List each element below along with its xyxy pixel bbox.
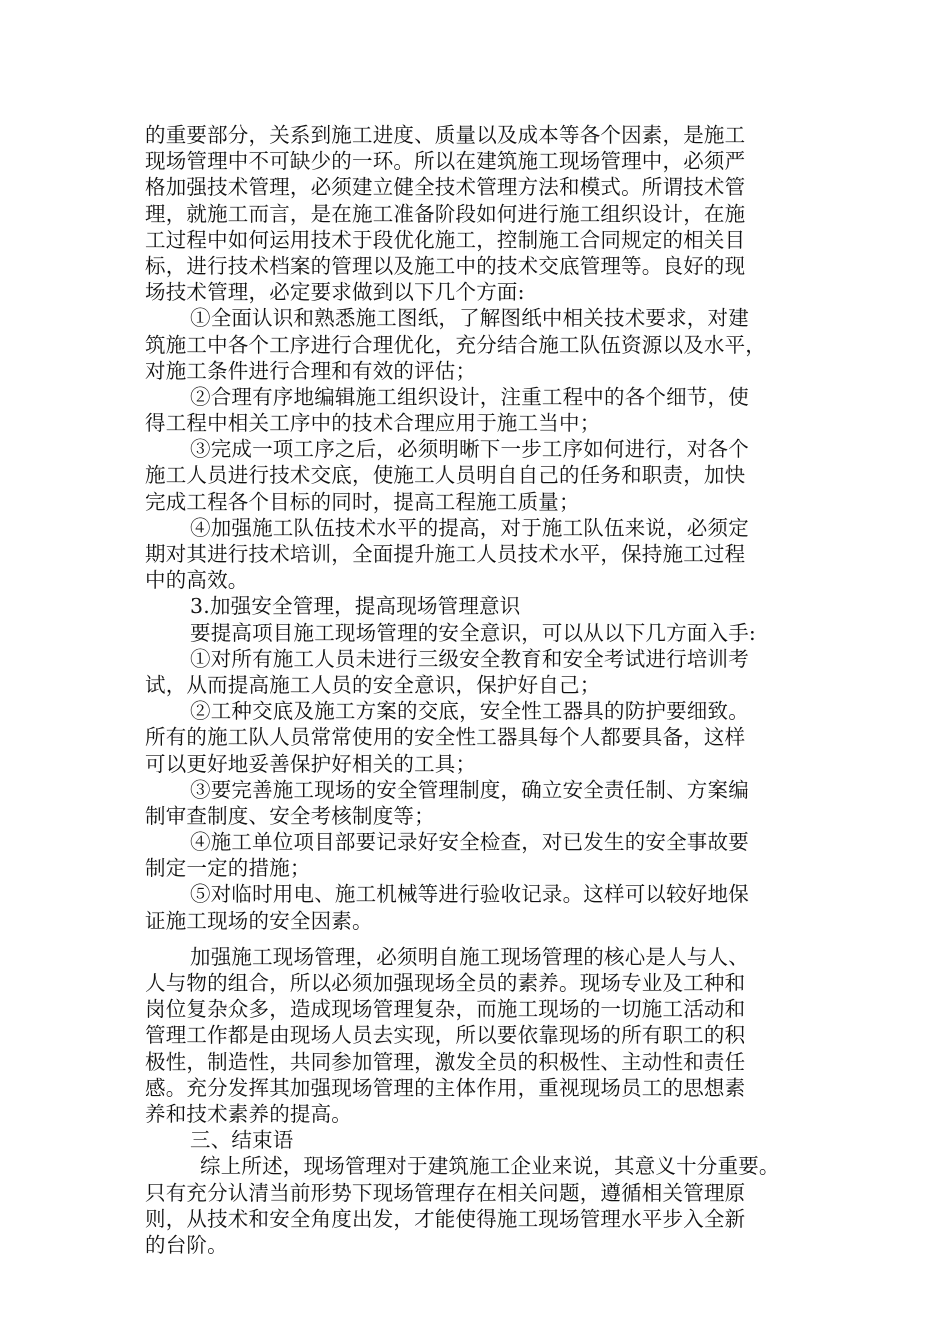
- text-line: 综上所述，现场管理对于建筑施工企业来说，其意义十分重要。: [200, 1154, 780, 1179]
- text-line: 证施工现场的安全因素。: [145, 908, 373, 933]
- text-line: 场技术管理，必定要求做到以下几个方面:: [145, 280, 525, 305]
- text-line: 工过程中如何运用技术于段优化施工，控制施工合同规定的相关目: [145, 227, 746, 252]
- text-line: 要提高项目施工现场管理的安全意识，可以从以下几方面入手:: [190, 620, 757, 645]
- text-line: 筑施工中各个工序进行合理优化，充分结合施工队伍资源以及水平，: [145, 332, 766, 357]
- text-line: 得工程中相关工序中的技术合理应用于施工当中；: [145, 411, 601, 436]
- text-line: 的台阶。: [145, 1232, 228, 1257]
- section-heading: 3.加强安全管理，提高现场管理意识: [190, 594, 521, 619]
- text-line: 制定一定的措施；: [145, 856, 311, 881]
- text-line: 养和技术素养的提高。: [145, 1101, 352, 1126]
- text-line: 现场管理中不可缺少的一环。所以在建筑施工现场管理中，必须严: [145, 149, 746, 174]
- document-body: [145, 122, 825, 1258]
- text-line: 管理工作都是由现场人员去实现，所以要依靠现场的所有职工的积: [145, 1023, 746, 1048]
- paragraph-spacer: [145, 934, 825, 944]
- text-line: 只有充分认清当前形势下现场管理存在相关问题，遵循相关管理原: [145, 1180, 746, 1205]
- text-line: 感。充分发挥其加强现场管理的主体作用，重视现场员工的思想素: [145, 1075, 746, 1100]
- text-line: 格加强技术管理，必须建立健全技术管理方法和模式。所谓技术管: [145, 175, 746, 200]
- text-line: 施工人员进行技术交底，使施工人员明自自己的任务和职责，加快: [145, 463, 746, 488]
- text-line: ②工种交底及施工方案的交底，安全性工器具的防护要细致。: [190, 699, 749, 724]
- text-line: ①全面认识和熟悉施工图纸，了解图纸中相关技术要求，对建: [190, 306, 749, 331]
- text-line: 期对其进行技术培训，全面提升施工人员技术水平，保持施工过程: [145, 542, 746, 566]
- text-line: 极性，制造性，共同参加管理，激发全员的积极性、主动性和责任: [145, 1049, 746, 1074]
- text-line: 制审查制度、安全考核制度等；: [145, 803, 435, 828]
- section-heading: 三、结束语: [190, 1128, 294, 1153]
- text-line: ③完成一项工序之后，必须明晰下一步工序如何进行，对各个: [190, 437, 749, 462]
- text-line: ②合理有序地编辑施工组织设计，注重工程中的各个细节，使: [190, 384, 749, 409]
- text-line: ④加强施工队伍技术水平的提高，对于施工队伍来说，必须定: [190, 515, 749, 540]
- text-line: 岗位复杂众多，造成现场管理复杂，而施工现场的一切施工活动和: [145, 997, 746, 1022]
- text-line: 标，进行技术档案的管理以及施工中的技术交底管理等。良好的现: [145, 253, 746, 278]
- text-line: 对施工条件进行合理和有效的评估；: [145, 358, 477, 383]
- text-line: 完成工程各个目标的同时，提高工程施工质量；: [145, 489, 580, 514]
- text-line: 加强施工现场管理，必须明自施工现场管理的核心是人与人、: [190, 944, 749, 969]
- text-line: ④施工单位项目部要记录好安全检查，对已发生的安全事故要: [190, 830, 749, 855]
- text-line: ③要完善施工现场的安全管理制度，确立安全责任制、方案编: [190, 777, 749, 802]
- text-line: ⑤对临时用电、施工机械等进行验收记录。这样可以较好地保: [190, 882, 749, 907]
- text-line: ①对所有施工人员未进行三级安全教育和安全考试进行培训考: [190, 646, 749, 671]
- text-line: 理，就施工而言，是在施工准备阶段如何进行施工组织设计，在施: [145, 201, 746, 226]
- text-line: 中的高效。: [145, 568, 249, 593]
- text-line: 所有的施工队人员常常使用的安全性工器具每个人都要具备，这样: [145, 725, 746, 750]
- text-line: 可以更好地妥善保护好相关的工具；: [145, 751, 477, 776]
- text-line: 人与物的组合，所以必须加强现场全员的素养。现场专业及工种和: [145, 971, 746, 995]
- text-line: 则，从技术和安全角度出发，才能使得施工现场管理水平步入全新: [145, 1206, 746, 1231]
- text-line: 的重要部分，关系到施工进度、质量以及成本等各个因素，是施工: [145, 123, 746, 147]
- text-line: 试，从而提高施工人员的安全意识，保护好自己；: [145, 672, 601, 697]
